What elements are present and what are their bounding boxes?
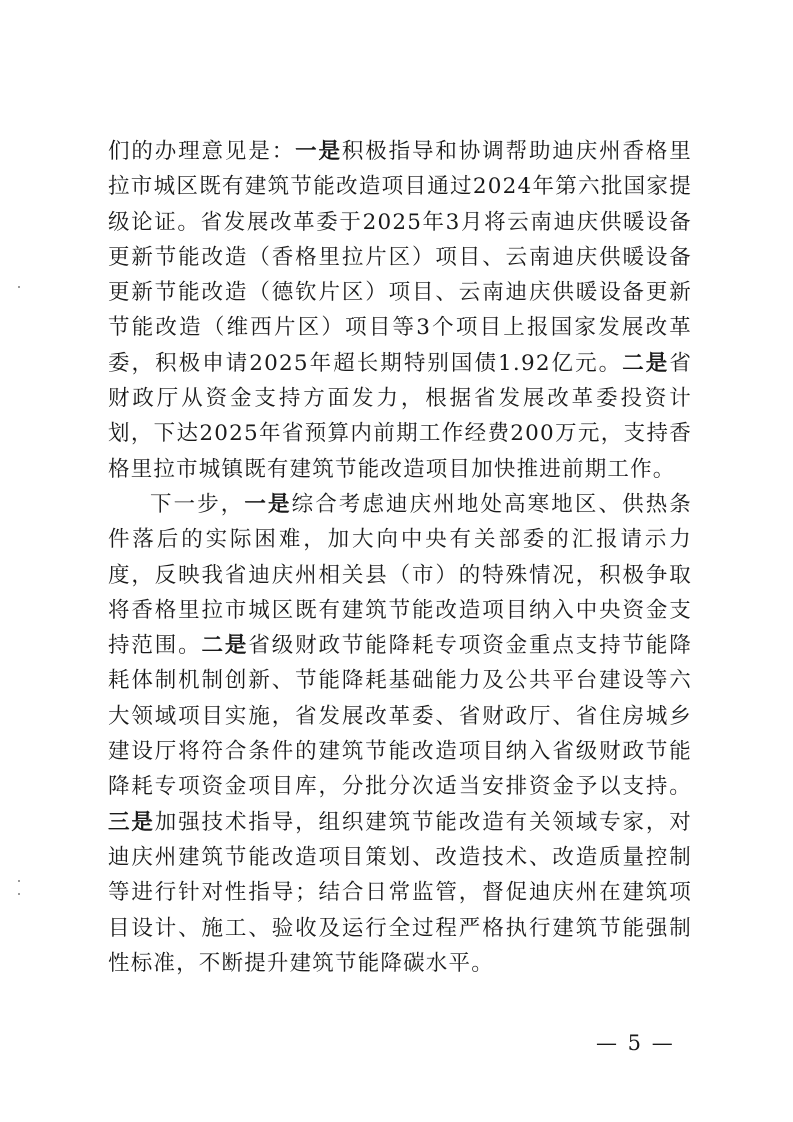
bold-keyword: 三是 (108, 809, 155, 835)
bold-keyword: 一是 (244, 491, 292, 517)
text-segment: 加强技术指导，组织建筑节能改造有关领域专家，对迪庆州建筑节能改造项目策划、改造技术、改造质量控制等进行针对性指导；结合日常监管，督促迪庆州在建筑项目设计、施工、验收及运行全过程严格执行建筑节能强制性标准，不断提升建筑节能降碳水平。 (108, 809, 692, 976)
text-segment: 省财政厅从资金支持方面发力，根据省发展改革委投资计划，下达2025年省预算内前期工作经费200万元，支持香格里拉市城镇既有建筑节能改造项目加快推进前期工作。 (108, 350, 693, 482)
text-segment: 综合考虑迪庆州地处高寒地区、供热条件落后的实际困难，加大向中央有关部委的汇报请示力度，反映我省迪庆州相关县（市）的特殊情况，积极争取将香格里拉市城区既有建筑节能改造项目纳入中央资金支持范围。 (108, 491, 692, 659)
bold-keyword: 二是 (201, 633, 249, 659)
text-segment: 们的办理意见是： (108, 139, 296, 164)
paragraph-1 (108, 134, 692, 487)
paragraph-2 (108, 487, 692, 981)
text-segment: 下一步， (150, 491, 245, 517)
document-body (108, 134, 692, 981)
bold-keyword: 二是 (622, 350, 670, 376)
binding-mark (18, 880, 20, 882)
text-segment: 积极指导和协调帮助迪庆州香格里拉市城区既有建筑节能改造项目通过2024年第六批国家提级论证。省发展改革委于2025年3月将云南迪庆供暖设备更新节能改造（香格里拉片区）项目、云南迪庆供暖设备更新节能改造（德钦片区）项目、云南迪庆供暖设备更新节能改造（维西片区）项目等3个项目上报国家发展改革委，积极申请2025年超长期特别国债1.92亿元。 (108, 139, 692, 376)
binding-mark (18, 286, 20, 288)
bold-keyword: 一是 (295, 139, 342, 164)
page-number: — 5 — (596, 1031, 675, 1055)
binding-mark (18, 893, 20, 895)
text-segment: 省级财政节能降耗专项资金重点支持节能降耗体制机制创新、节能降耗基础能力及公共平台建设等六大领域项目实施，省发展改革委、省财政厅、省住房城乡建设厅将符合条件的建筑节能改造项目纳入省级财政节能降耗专项资金项目库，分批分次适当安排资金予以支持。 (108, 633, 692, 800)
